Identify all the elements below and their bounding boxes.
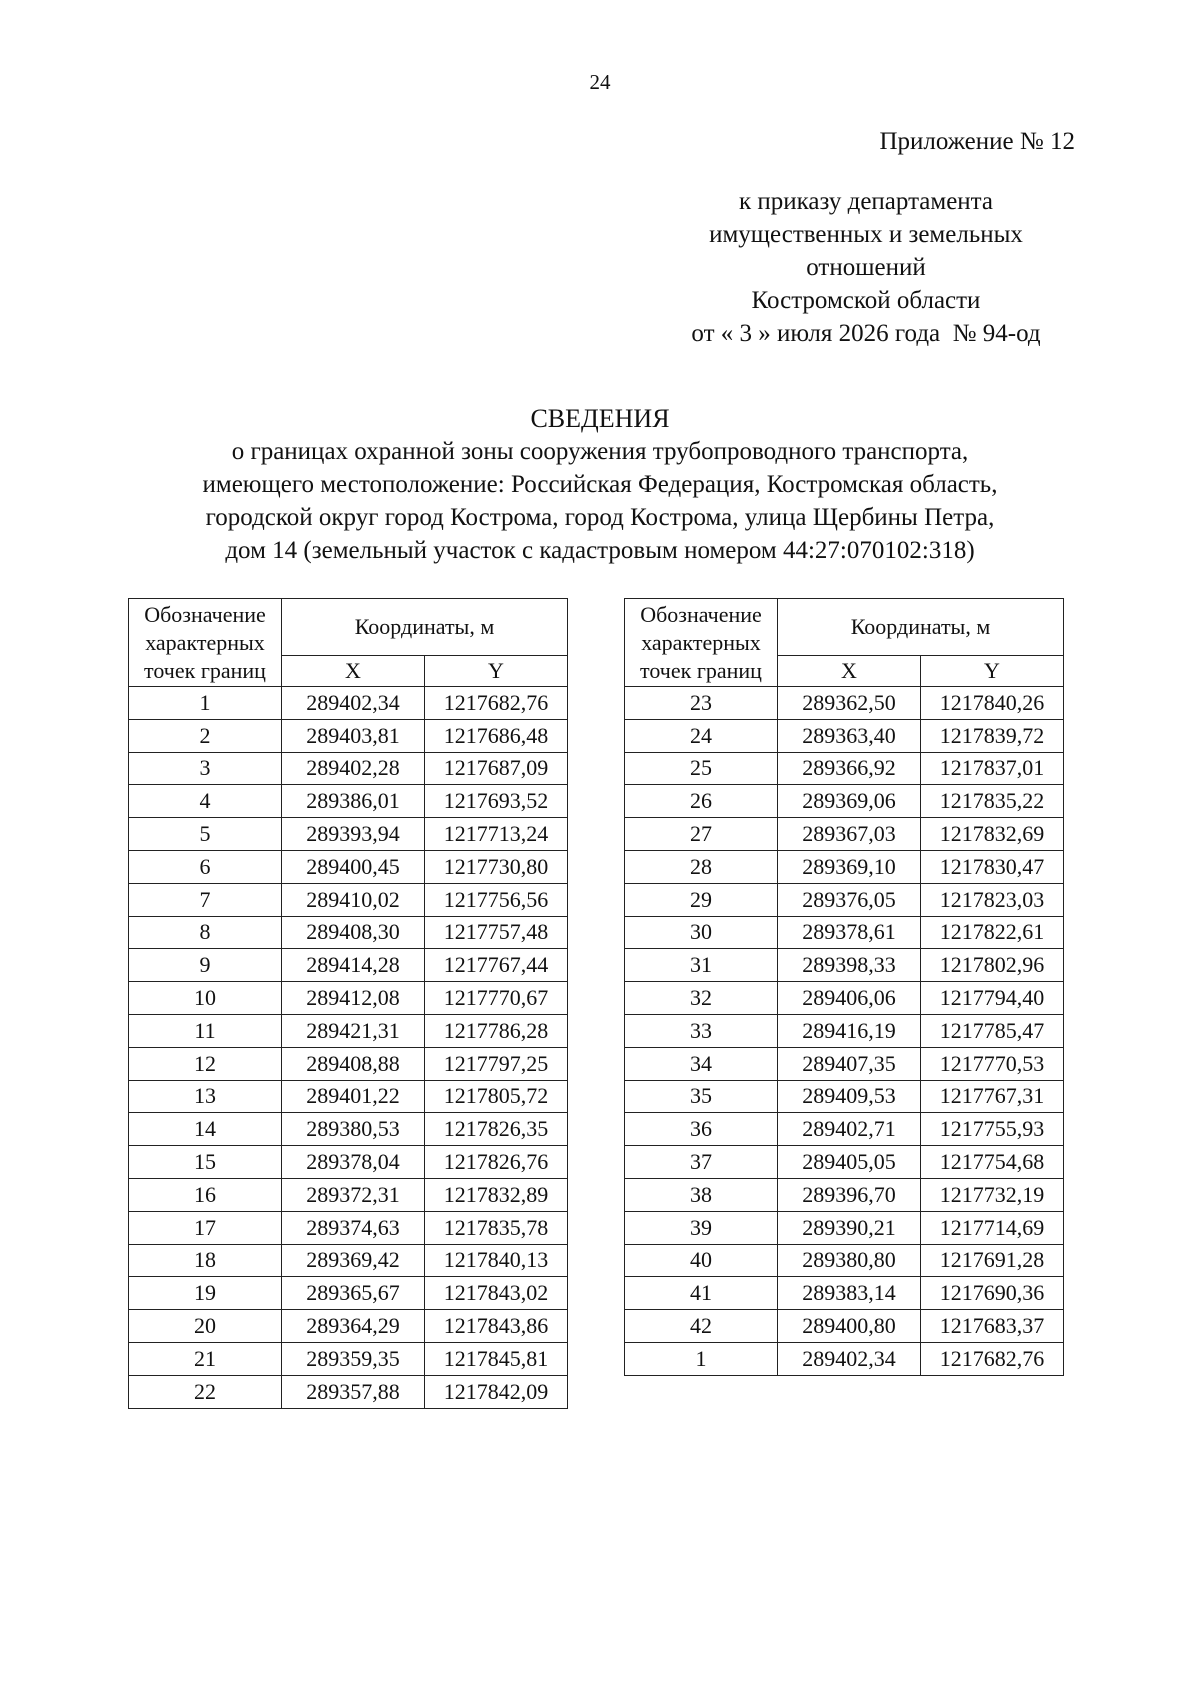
x-coordinate-cell: 289402,34: [282, 687, 425, 720]
point-number-cell: 34: [625, 1047, 778, 1080]
title-line: дом 14 (земельный участок с кадастровым номером 44:27:070102:318): [225, 537, 975, 564]
table-row: [129, 818, 568, 851]
x-coordinate-cell: 289364,29: [282, 1310, 425, 1343]
coordinates-table-right: [624, 598, 1064, 1376]
table-row: [625, 1211, 1064, 1244]
point-number-cell: 1: [625, 1342, 778, 1375]
y-coordinate-cell: 1217786,28: [425, 1014, 568, 1047]
order-line: отношений: [806, 254, 926, 281]
table-row: [129, 1080, 568, 1113]
x-coordinate-cell: 289369,06: [778, 785, 921, 818]
y-coordinate-cell: 1217732,19: [921, 1178, 1064, 1211]
table-row: [129, 1178, 568, 1211]
title-line: о границах охранной зоны сооружения трубопроводного транспорта,: [231, 438, 969, 465]
x-coordinate-cell: 289390,21: [778, 1211, 921, 1244]
point-number-cell: 35: [625, 1080, 778, 1113]
table-row: [625, 687, 1064, 720]
point-number-cell: 29: [625, 883, 778, 916]
table-row: [129, 916, 568, 949]
table-row: [129, 785, 568, 818]
x-column-header: X: [282, 656, 425, 687]
x-coordinate-cell: 289367,03: [778, 818, 921, 851]
x-coordinate-cell: 289359,35: [282, 1342, 425, 1375]
y-coordinate-cell: 1217802,96: [921, 949, 1064, 982]
x-coordinate-cell: 289398,33: [778, 949, 921, 982]
table-row: [129, 949, 568, 982]
table-row: [625, 1146, 1064, 1179]
table-row: [129, 1211, 568, 1244]
x-coordinate-cell: 289410,02: [282, 883, 425, 916]
point-number-cell: 23: [625, 687, 778, 720]
table-row: [129, 687, 568, 720]
x-coordinate-cell: 289376,05: [778, 883, 921, 916]
point-column-header: [625, 599, 778, 687]
point-number-cell: 27: [625, 818, 778, 851]
y-coordinate-cell: 1217756,56: [425, 883, 568, 916]
order-reference: [626, 185, 1106, 350]
order-line: Костромской области: [751, 287, 981, 314]
x-coordinate-cell: 289363,40: [778, 719, 921, 752]
y-coordinate-cell: 1217832,89: [425, 1178, 568, 1211]
point-number-cell: 6: [129, 850, 282, 883]
point-number-cell: 37: [625, 1146, 778, 1179]
table-row: [129, 1375, 568, 1408]
order-dateline: от « 3 » июля 2026 года № 94-од: [691, 320, 1041, 347]
point-number-cell: 4: [129, 785, 282, 818]
coordinates-header: Координаты, м: [282, 599, 568, 656]
y-coordinate-cell: 1217840,13: [425, 1244, 568, 1277]
x-coordinate-cell: 289402,34: [778, 1342, 921, 1375]
x-coordinate-cell: 289405,05: [778, 1146, 921, 1179]
y-coordinate-cell: 1217840,26: [921, 687, 1064, 720]
x-coordinate-cell: 289407,35: [778, 1047, 921, 1080]
point-number-cell: 16: [129, 1178, 282, 1211]
header-line: характерных: [145, 629, 265, 655]
y-coordinate-cell: 1217794,40: [921, 982, 1064, 1015]
y-coordinate-cell: 1217754,68: [921, 1146, 1064, 1179]
y-coordinate-cell: 1217683,37: [921, 1310, 1064, 1343]
x-coordinate-cell: 289365,67: [282, 1277, 425, 1310]
y-coordinate-cell: 1217690,36: [921, 1277, 1064, 1310]
point-number-cell: 8: [129, 916, 282, 949]
table-row: [129, 1047, 568, 1080]
point-number-cell: 38: [625, 1178, 778, 1211]
page-number: 24: [589, 70, 611, 94]
x-coordinate-cell: 289400,80: [778, 1310, 921, 1343]
x-coordinate-cell: 289362,50: [778, 687, 921, 720]
x-coordinate-cell: 289402,71: [778, 1113, 921, 1146]
header-line: Обозначение: [640, 601, 762, 627]
table-row: [625, 1047, 1064, 1080]
y-coordinate-cell: 1217826,35: [425, 1113, 568, 1146]
y-coordinate-cell: 1217797,25: [425, 1047, 568, 1080]
table-row: [625, 1014, 1064, 1047]
point-number-cell: 31: [625, 949, 778, 982]
point-number-cell: 9: [129, 949, 282, 982]
x-coordinate-cell: 289421,31: [282, 1014, 425, 1047]
point-number-cell: 5: [129, 818, 282, 851]
point-number-cell: 2: [129, 719, 282, 752]
y-coordinate-cell: 1217822,61: [921, 916, 1064, 949]
coordinates-header: Координаты, м: [778, 599, 1064, 656]
y-coordinate-cell: 1217826,76: [425, 1146, 568, 1179]
table-row: [129, 982, 568, 1015]
x-coordinate-cell: 289406,06: [778, 982, 921, 1015]
y-column-header: Y: [921, 656, 1064, 687]
x-coordinate-cell: 289414,28: [282, 949, 425, 982]
y-coordinate-cell: 1217767,44: [425, 949, 568, 982]
y-coordinate-cell: 1217830,47: [921, 850, 1064, 883]
y-coordinate-cell: 1217767,31: [921, 1080, 1064, 1113]
y-coordinate-cell: 1217691,28: [921, 1244, 1064, 1277]
document-title: [100, 402, 1100, 567]
table-row: [129, 1277, 568, 1310]
x-coordinate-cell: 289378,04: [282, 1146, 425, 1179]
table-row: [625, 883, 1064, 916]
title-line: городской округ город Кострома, город Кострома, улица Щербины Петра,: [205, 504, 995, 531]
y-coordinate-cell: 1217843,02: [425, 1277, 568, 1310]
table-row: [625, 982, 1064, 1015]
y-coordinate-cell: 1217837,01: [921, 752, 1064, 785]
y-coordinate-cell: 1217686,48: [425, 719, 568, 752]
table-row: [625, 1277, 1064, 1310]
table-row: [625, 916, 1064, 949]
point-number-cell: 42: [625, 1310, 778, 1343]
table-row: [625, 1342, 1064, 1375]
table-row: [129, 719, 568, 752]
y-coordinate-cell: 1217845,81: [425, 1342, 568, 1375]
x-coordinate-cell: 289393,94: [282, 818, 425, 851]
y-coordinate-cell: 1217842,09: [425, 1375, 568, 1408]
table-row: [129, 1244, 568, 1277]
table-row: [625, 785, 1064, 818]
x-coordinate-cell: 289408,30: [282, 916, 425, 949]
table-row: [625, 752, 1064, 785]
y-coordinate-cell: 1217755,93: [921, 1113, 1064, 1146]
table-row: [129, 1310, 568, 1343]
table-row: [625, 1310, 1064, 1343]
y-coordinate-cell: 1217770,67: [425, 982, 568, 1015]
table-row: [625, 818, 1064, 851]
header-line: точек границ: [144, 657, 266, 683]
point-number-cell: 15: [129, 1146, 282, 1179]
point-number-cell: 41: [625, 1277, 778, 1310]
x-coordinate-cell: 289369,42: [282, 1244, 425, 1277]
x-coordinate-cell: 289408,88: [282, 1047, 425, 1080]
header-line: точек границ: [640, 657, 762, 683]
x-coordinate-cell: 289403,81: [282, 719, 425, 752]
title-line: имеющего местоположение: Российская Федерация, Костромская область,: [202, 471, 998, 498]
x-coordinate-cell: 289380,53: [282, 1113, 425, 1146]
point-number-cell: 36: [625, 1113, 778, 1146]
table-row: [129, 752, 568, 785]
y-coordinate-cell: 1217839,72: [921, 719, 1064, 752]
table-row: [625, 1113, 1064, 1146]
x-coordinate-cell: 289357,88: [282, 1375, 425, 1408]
x-coordinate-cell: 289402,28: [282, 752, 425, 785]
table-row: [129, 883, 568, 916]
y-coordinate-cell: 1217682,76: [425, 687, 568, 720]
y-coordinate-cell: 1217682,76: [921, 1342, 1064, 1375]
x-coordinate-cell: 289372,31: [282, 1178, 425, 1211]
x-coordinate-cell: 289378,61: [778, 916, 921, 949]
x-column-header: X: [778, 656, 921, 687]
point-number-cell: 25: [625, 752, 778, 785]
point-number-cell: 7: [129, 883, 282, 916]
x-coordinate-cell: 289369,10: [778, 850, 921, 883]
y-coordinate-cell: 1217687,09: [425, 752, 568, 785]
y-coordinate-cell: 1217823,03: [921, 883, 1064, 916]
table-row: [625, 850, 1064, 883]
table-row: [625, 1178, 1064, 1211]
y-column-header: Y: [425, 656, 568, 687]
point-number-cell: 33: [625, 1014, 778, 1047]
point-number-cell: 26: [625, 785, 778, 818]
order-line: к приказу департамента: [738, 188, 994, 215]
table-row: [625, 1080, 1064, 1113]
y-coordinate-cell: 1217835,78: [425, 1211, 568, 1244]
x-coordinate-cell: 289412,08: [282, 982, 425, 1015]
coordinates-table-left: [128, 598, 568, 1409]
x-coordinate-cell: 289409,53: [778, 1080, 921, 1113]
y-coordinate-cell: 1217714,69: [921, 1211, 1064, 1244]
x-coordinate-cell: 289383,14: [778, 1277, 921, 1310]
header-line: характерных: [641, 629, 761, 655]
y-coordinate-cell: 1217835,22: [921, 785, 1064, 818]
point-number-cell: 12: [129, 1047, 282, 1080]
x-coordinate-cell: 289386,01: [282, 785, 425, 818]
point-number-cell: 32: [625, 982, 778, 1015]
point-number-cell: 28: [625, 850, 778, 883]
point-number-cell: 10: [129, 982, 282, 1015]
point-number-cell: 18: [129, 1244, 282, 1277]
x-coordinate-cell: 289366,92: [778, 752, 921, 785]
point-number-cell: 14: [129, 1113, 282, 1146]
point-number-cell: 3: [129, 752, 282, 785]
y-coordinate-cell: 1217805,72: [425, 1080, 568, 1113]
x-coordinate-cell: 289401,22: [282, 1080, 425, 1113]
point-number-cell: 22: [129, 1375, 282, 1408]
point-number-cell: 24: [625, 719, 778, 752]
table-row: [129, 850, 568, 883]
y-coordinate-cell: 1217693,52: [425, 785, 568, 818]
order-line: имущественных и земельных: [709, 221, 1023, 248]
title-heading: СВЕДЕНИЯ: [530, 404, 670, 433]
point-column-header: [129, 599, 282, 687]
point-number-cell: 21: [129, 1342, 282, 1375]
table-row: [625, 949, 1064, 982]
table-row: [129, 1014, 568, 1047]
y-coordinate-cell: 1217843,86: [425, 1310, 568, 1343]
y-coordinate-cell: 1217730,80: [425, 850, 568, 883]
x-coordinate-cell: 289380,80: [778, 1244, 921, 1277]
point-number-cell: 11: [129, 1014, 282, 1047]
point-number-cell: 39: [625, 1211, 778, 1244]
x-coordinate-cell: 289396,70: [778, 1178, 921, 1211]
point-number-cell: 40: [625, 1244, 778, 1277]
header-line: Обозначение: [144, 601, 266, 627]
point-number-cell: 19: [129, 1277, 282, 1310]
table-row: [129, 1146, 568, 1179]
table-row: [625, 1244, 1064, 1277]
point-number-cell: 17: [129, 1211, 282, 1244]
point-number-cell: 20: [129, 1310, 282, 1343]
point-number-cell: 1: [129, 687, 282, 720]
y-coordinate-cell: 1217832,69: [921, 818, 1064, 851]
table-row: [129, 1113, 568, 1146]
y-coordinate-cell: 1217785,47: [921, 1014, 1064, 1047]
x-coordinate-cell: 289374,63: [282, 1211, 425, 1244]
table-row: [129, 1342, 568, 1375]
y-coordinate-cell: 1217757,48: [425, 916, 568, 949]
x-coordinate-cell: 289416,19: [778, 1014, 921, 1047]
point-number-cell: 13: [129, 1080, 282, 1113]
y-coordinate-cell: 1217770,53: [921, 1047, 1064, 1080]
appendix-label: Приложение № 12: [879, 128, 1075, 155]
x-coordinate-cell: 289400,45: [282, 850, 425, 883]
y-coordinate-cell: 1217713,24: [425, 818, 568, 851]
table-row: [625, 719, 1064, 752]
point-number-cell: 30: [625, 916, 778, 949]
